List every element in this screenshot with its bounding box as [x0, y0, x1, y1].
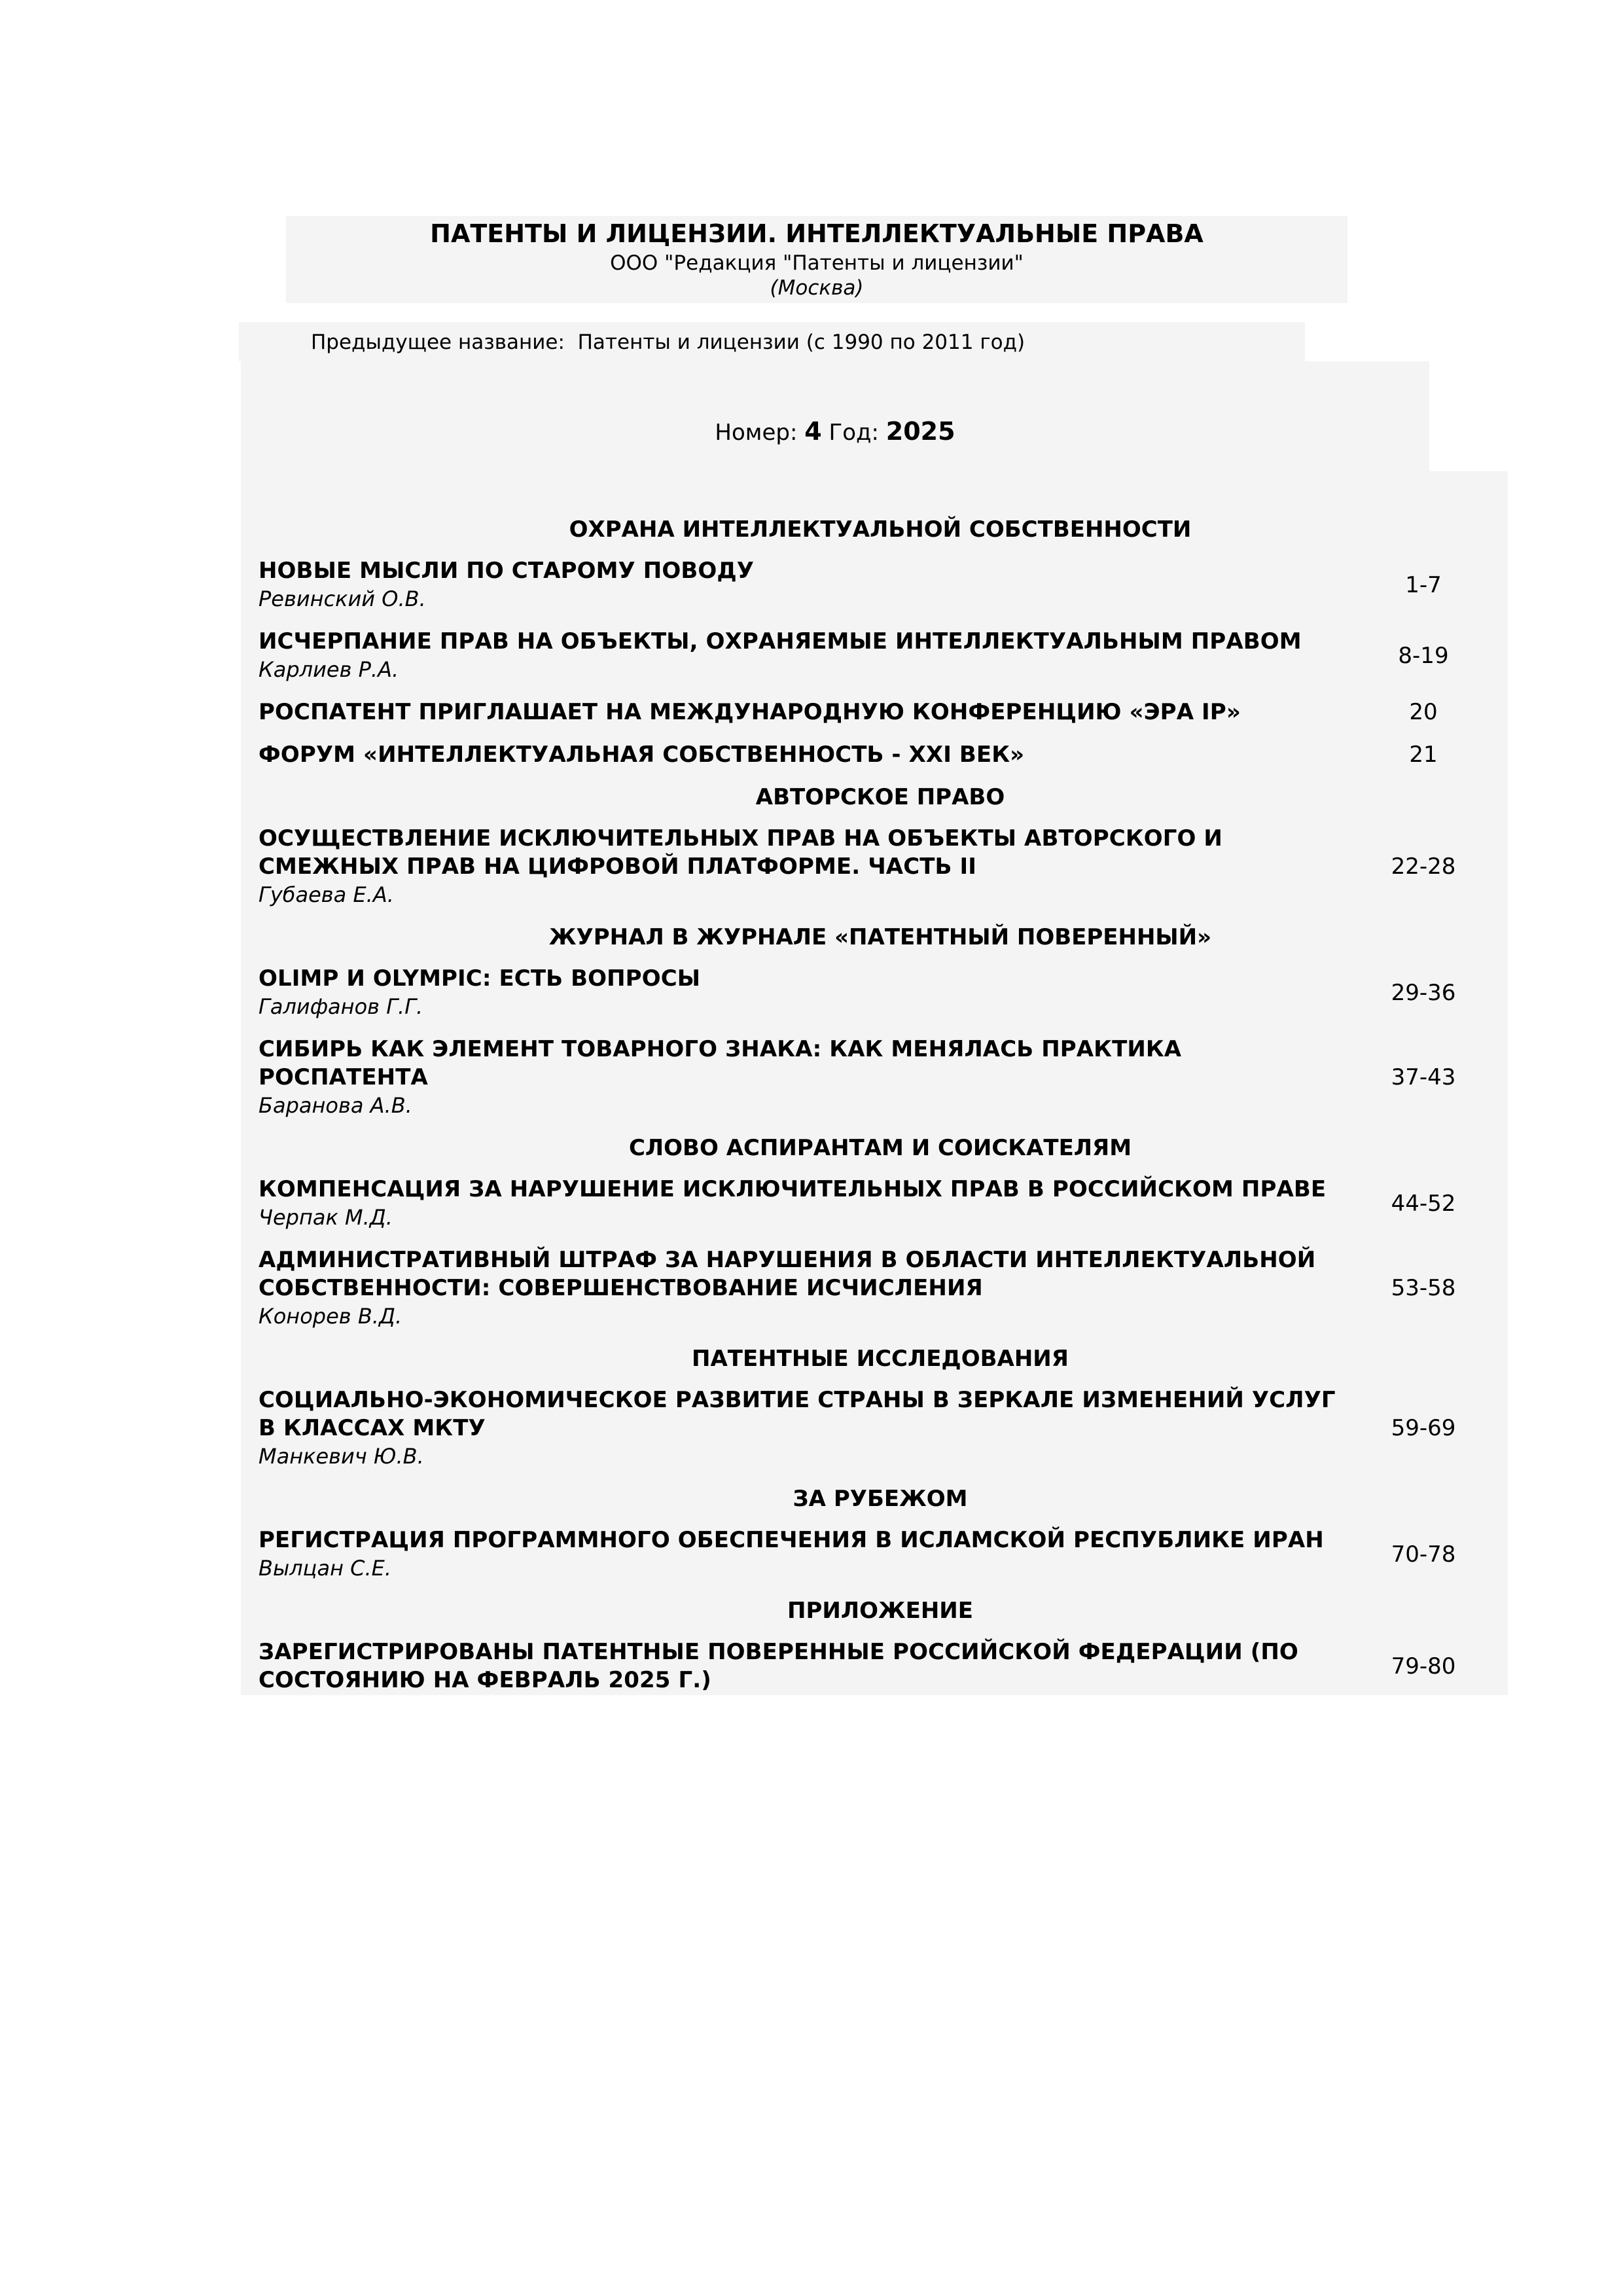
previous-name-label: Предыдущее название: [311, 331, 565, 354]
article-pages: 70-78 [1391, 1541, 1456, 1568]
article-info [259, 1035, 1358, 1120]
toc-article-row[interactable] [259, 825, 1489, 909]
article-title[interactable]: СИБИРЬ КАК ЭЛЕМЕНТ ТОВАРНОГО ЗНАКА: КАК МЕНЯЛАСЬ ПРАКТИКА РОСПАТЕНТА [259, 1036, 1182, 1090]
publisher-name: ООО "Редакция "Патенты и лицензии" [610, 251, 1024, 275]
article-title[interactable]: РЕГИСТРАЦИЯ ПРОГРАММНОГО ОБЕСПЕЧЕНИЯ В ИСЛАМСКОЙ РЕСПУБЛИКЕ ИРАН [259, 1527, 1324, 1553]
article-info [259, 557, 1358, 613]
article-title[interactable]: ЗАРЕГИСТРИРОВАНЫ ПАТЕНТНЫЕ ПОВЕРЕННЫЕ РОССИЙСКОЙ ФЕДЕРАЦИИ (ПО СОСТОЯНИЮ НА ФЕВРАЛЬ 2025 Г.) [259, 1639, 1298, 1693]
article-title[interactable]: ИСЧЕРПАНИЕ ПРАВ НА ОБЪЕКТЫ, ОХРАНЯЕМЫЕ ИНТЕЛЛЕКТУАЛЬНЫМ ПРАВОМ [259, 628, 1302, 655]
toc-article-row[interactable] [259, 1638, 1489, 1695]
article-info [259, 1638, 1358, 1695]
issue-year-label: Год: [829, 420, 879, 446]
article-title[interactable]: ОСУЩЕСТВЛЕНИЕ ИСКЛЮЧИТЕЛЬНЫХ ПРАВ НА ОБЪЕКТЫ АВТОРСКОГО И СМЕЖНЫХ ПРАВ НА ЦИФРОВОЙ ПЛАТФОРМЕ. ЧАСТЬ II [259, 825, 1222, 880]
article-title[interactable]: КОМПЕНСАЦИЯ ЗА НАРУШЕНИЕ ИСКЛЮЧИТЕЛЬНЫХ ПРАВ В РОССИЙСКОМ ПРАВЕ [259, 1176, 1327, 1202]
toc-article-row[interactable] [259, 698, 1489, 726]
toc-article-row[interactable] [259, 1526, 1489, 1583]
article-title[interactable]: АДМИНИСТРАТИВНЫЙ ШТРАФ ЗА НАРУШЕНИЯ В ОБЛАСТИ ИНТЕЛЛЕКТУАЛЬНОЙ СОБСТВЕННОСТИ: СОВЕРШЕНСТВОВАНИЕ ИСЧИСЛЕНИЯ [259, 1247, 1316, 1301]
article-author: Черпак М.Д. [259, 1205, 393, 1230]
section-heading: ЖУРНАЛ В ЖУРНАЛЕ «ПАТЕНТНЫЙ ПОВЕРЕННЫЙ» [548, 924, 1212, 950]
article-author: Вылцан С.Е. [259, 1556, 392, 1581]
article-pages: 79-80 [1391, 1653, 1456, 1679]
article-info [259, 1175, 1358, 1232]
article-author: Галифанов Г.Г. [259, 994, 423, 1019]
article-info [259, 1246, 1358, 1331]
toc-article-row[interactable] [259, 1386, 1489, 1471]
publisher-city: (Москва) [770, 276, 864, 300]
article-title[interactable]: РОСПАТЕНТ ПРИГЛАШАЕТ НА МЕЖДУНАРОДНУЮ КОНФЕРЕНЦИЮ «ЭРА IP» [259, 699, 1241, 725]
issue-year: 2025 [885, 417, 955, 446]
issue-number: 4 [804, 417, 822, 446]
article-info [259, 628, 1358, 684]
toc-article-row[interactable] [259, 1175, 1489, 1232]
article-title[interactable]: ФОРУМ «ИНТЕЛЛЕКТУАЛЬНАЯ СОБСТВЕННОСТЬ - XXI ВЕК» [259, 742, 1025, 768]
journal-title: ПАТЕНТЫ И ЛИЦЕНЗИИ. ИНТЕЛЛЕКТУАЛЬНЫЕ ПРАВА [430, 219, 1204, 248]
article-title[interactable]: НОВЫЕ МЫСЛИ ПО СТАРОМУ ПОВОДУ [259, 558, 755, 584]
article-pages: 8-19 [1398, 642, 1449, 669]
toc-article-row[interactable] [259, 1246, 1489, 1331]
previous-name-value: Патенты и лицензии (с 1990 по 2011 год) [577, 331, 1026, 354]
section-heading: АВТОРСКОЕ ПРАВО [755, 784, 1005, 810]
article-pages: 20 [1409, 699, 1438, 725]
issue-panel [241, 361, 1429, 471]
section-heading: ОХРАНА ИНТЕЛЛЕКТУАЛЬНОЙ СОБСТВЕННОСТИ [569, 516, 1192, 543]
section-heading: СЛОВО АСПИРАНТАМ И СОИСКАТЕЛЯМ [628, 1135, 1132, 1161]
article-info [259, 698, 1358, 726]
article-info [259, 741, 1358, 769]
article-info [259, 1386, 1358, 1471]
toc-article-row[interactable] [259, 741, 1489, 769]
article-pages: 21 [1409, 742, 1438, 768]
table-of-contents [259, 516, 1489, 1709]
article-pages: 37-43 [1391, 1064, 1456, 1090]
article-author: Баранова А.В. [259, 1093, 412, 1118]
article-info [259, 825, 1358, 909]
article-title[interactable]: СОЦИАЛЬНО-ЭКОНОМИЧЕСКОЕ РАЗВИТИЕ СТРАНЫ В ЗЕРКАЛЕ ИЗМЕНЕНИЙ УСЛУГ В КЛАССАХ МКТУ [259, 1387, 1336, 1441]
toc-article-row[interactable] [259, 628, 1489, 684]
article-pages: 59-69 [1391, 1415, 1456, 1441]
article-author: Ревинский О.В. [259, 586, 426, 611]
issue-number-label: Номер: [715, 420, 798, 446]
issue-info [241, 417, 1429, 447]
toc-article-row[interactable] [259, 1035, 1489, 1120]
article-author: Карлиев Р.А. [259, 657, 399, 682]
toc-article-row[interactable] [259, 965, 1489, 1021]
article-info [259, 965, 1358, 1021]
article-info [259, 1526, 1358, 1583]
article-author: Манкевич Ю.В. [259, 1444, 424, 1469]
article-pages: 44-52 [1391, 1190, 1456, 1217]
section-heading: ЗА РУБЕЖОМ [793, 1486, 968, 1512]
section-heading: ПРИЛОЖЕНИЕ [787, 1598, 973, 1624]
article-pages: 1-7 [1405, 571, 1442, 598]
article-title[interactable]: OLIMP И OLYMPIC: ЕСТЬ ВОПРОСЫ [259, 965, 701, 992]
section-heading: ПАТЕНТНЫЕ ИССЛЕДОВАНИЯ [692, 1346, 1069, 1372]
toc-article-row[interactable] [259, 557, 1489, 613]
article-author: Конорев В.Д. [259, 1304, 402, 1329]
article-author: Губаева Е.А. [259, 882, 394, 907]
article-pages: 22-28 [1391, 853, 1456, 880]
article-pages: 53-58 [1391, 1275, 1456, 1301]
previous-name [311, 329, 1025, 355]
article-pages: 29-36 [1391, 979, 1456, 1006]
